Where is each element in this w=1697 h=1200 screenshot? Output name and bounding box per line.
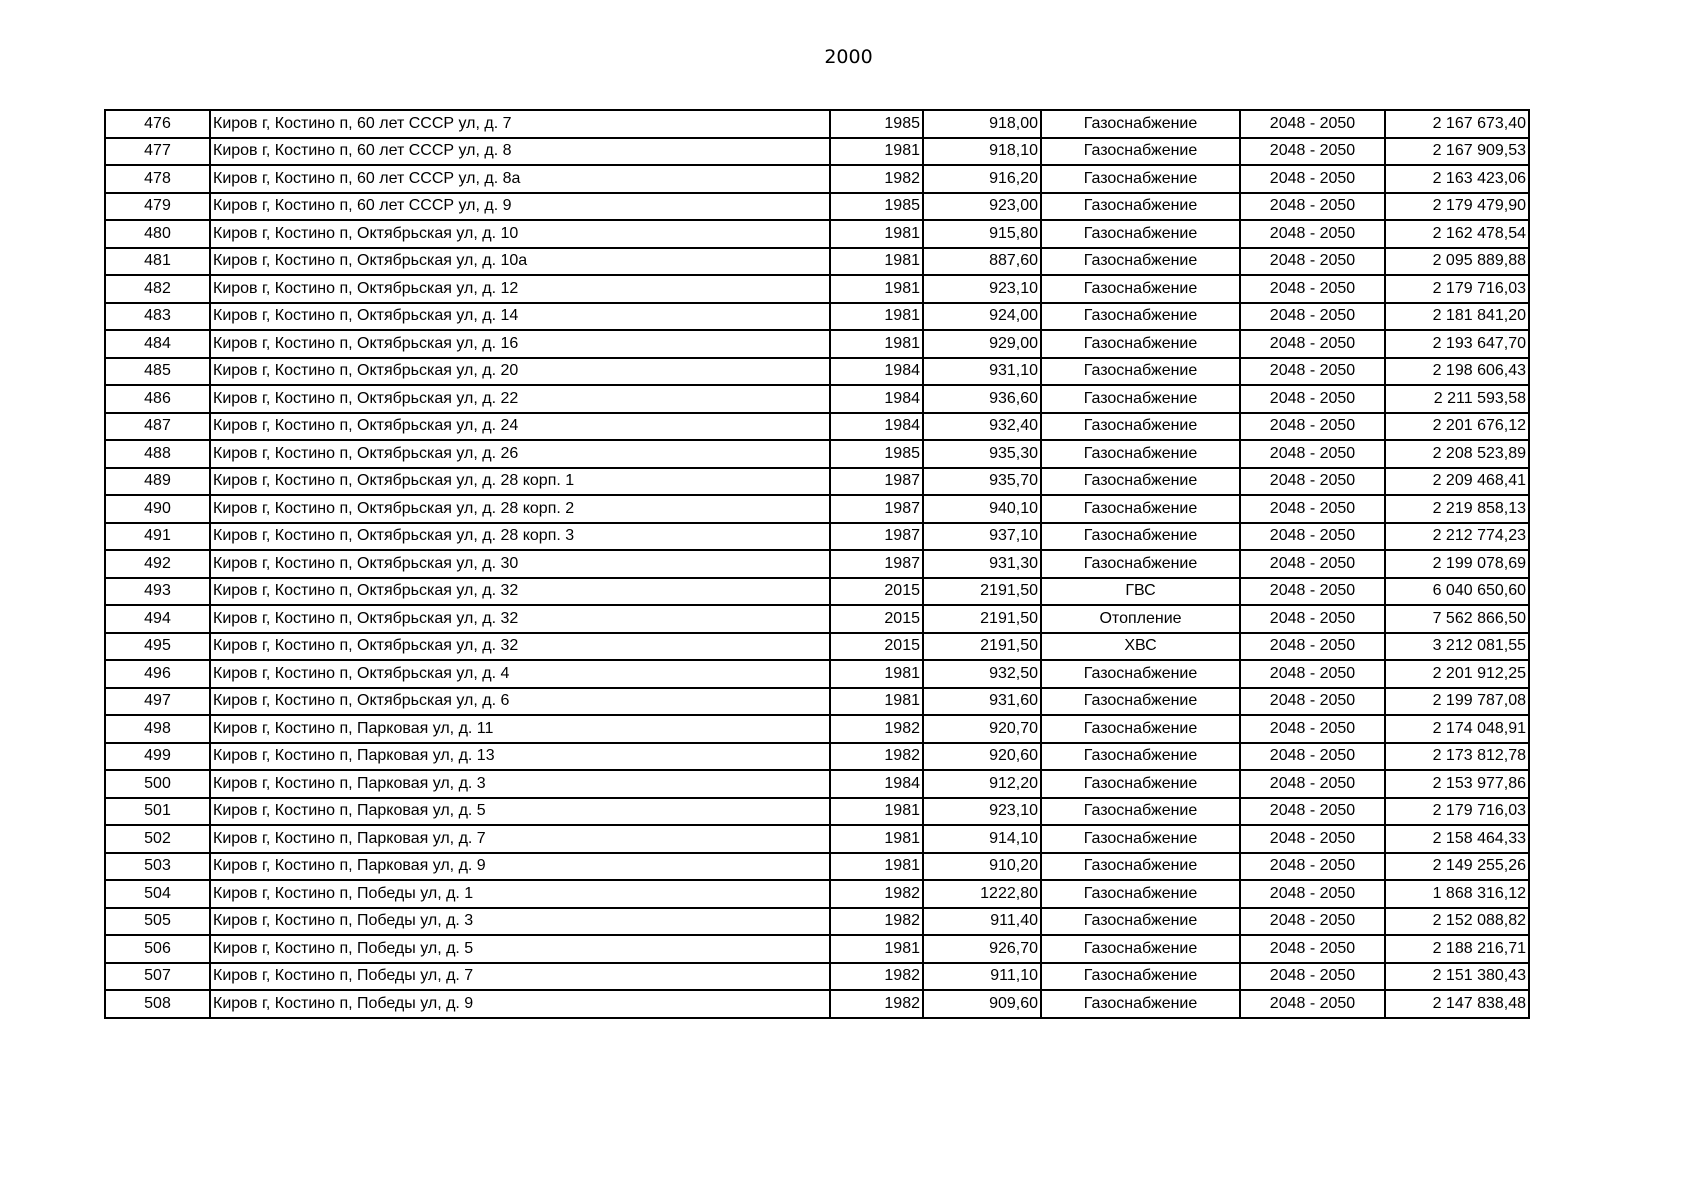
year-cell: 1985 xyxy=(830,440,923,468)
period-cell: 2048 - 2050 xyxy=(1240,440,1385,468)
work-type-cell: Газоснабжение xyxy=(1041,688,1240,716)
registry-table xyxy=(104,109,1530,1019)
period-cell: 2048 - 2050 xyxy=(1240,413,1385,441)
row-number: 495 xyxy=(105,633,210,661)
row-number: 503 xyxy=(105,853,210,881)
cost-cell: 7 562 866,50 xyxy=(1385,605,1529,633)
cost-cell: 2 181 841,20 xyxy=(1385,303,1529,331)
work-type-cell: Газоснабжение xyxy=(1041,440,1240,468)
work-type-cell: Газоснабжение xyxy=(1041,220,1240,248)
period-cell: 2048 - 2050 xyxy=(1240,110,1385,138)
work-type-cell: ХВС xyxy=(1041,633,1240,661)
table-row xyxy=(105,468,1529,496)
row-number: 477 xyxy=(105,138,210,166)
cost-cell: 2 199 787,08 xyxy=(1385,688,1529,716)
cost-cell: 2 158 464,33 xyxy=(1385,825,1529,853)
table-row xyxy=(105,770,1529,798)
table-row xyxy=(105,303,1529,331)
work-type-cell: Газоснабжение xyxy=(1041,853,1240,881)
address-cell: Киров г, Костино п, Октябрьская ул, д. 10 xyxy=(210,220,830,248)
address-cell: Киров г, Костино п, 60 лет СССР ул, д. 8а xyxy=(210,165,830,193)
row-number: 486 xyxy=(105,385,210,413)
area-cell: 923,10 xyxy=(923,275,1041,303)
work-type-cell: Газоснабжение xyxy=(1041,193,1240,221)
address-cell: Киров г, Костино п, Октябрьская ул, д. 4 xyxy=(210,660,830,688)
area-cell: 932,40 xyxy=(923,413,1041,441)
cost-cell: 2 179 716,03 xyxy=(1385,275,1529,303)
period-cell: 2048 - 2050 xyxy=(1240,715,1385,743)
row-number: 507 xyxy=(105,963,210,991)
cost-cell: 2 208 523,89 xyxy=(1385,440,1529,468)
table-body xyxy=(105,110,1529,1018)
table-row xyxy=(105,358,1529,386)
area-cell: 2191,50 xyxy=(923,578,1041,606)
table-row xyxy=(105,743,1529,771)
period-cell: 2048 - 2050 xyxy=(1240,165,1385,193)
cost-cell: 2 201 676,12 xyxy=(1385,413,1529,441)
period-cell: 2048 - 2050 xyxy=(1240,275,1385,303)
year-cell: 1984 xyxy=(830,385,923,413)
period-cell: 2048 - 2050 xyxy=(1240,990,1385,1018)
address-cell: Киров г, Костино п, 60 лет СССР ул, д. 9 xyxy=(210,193,830,221)
address-cell: Киров г, Костино п, Победы ул, д. 7 xyxy=(210,963,830,991)
year-cell: 1981 xyxy=(830,688,923,716)
table-row xyxy=(105,220,1529,248)
row-number: 483 xyxy=(105,303,210,331)
area-cell: 929,00 xyxy=(923,330,1041,358)
work-type-cell: Газоснабжение xyxy=(1041,880,1240,908)
row-number: 500 xyxy=(105,770,210,798)
area-cell: 931,10 xyxy=(923,358,1041,386)
period-cell: 2048 - 2050 xyxy=(1240,220,1385,248)
year-cell: 1987 xyxy=(830,495,923,523)
page-number: 2000 xyxy=(824,46,873,68)
cost-cell: 2 163 423,06 xyxy=(1385,165,1529,193)
area-cell: 937,10 xyxy=(923,523,1041,551)
area-cell: 935,30 xyxy=(923,440,1041,468)
year-cell: 1982 xyxy=(830,715,923,743)
work-type-cell: Газоснабжение xyxy=(1041,275,1240,303)
row-number: 506 xyxy=(105,935,210,963)
address-cell: Киров г, Костино п, Октябрьская ул, д. 28 корп. 3 xyxy=(210,523,830,551)
address-cell: Киров г, Костино п, Октябрьская ул, д. 26 xyxy=(210,440,830,468)
address-cell: Киров г, Костино п, Парковая ул, д. 7 xyxy=(210,825,830,853)
period-cell: 2048 - 2050 xyxy=(1240,633,1385,661)
period-cell: 2048 - 2050 xyxy=(1240,495,1385,523)
address-cell: Киров г, Костино п, Парковая ул, д. 3 xyxy=(210,770,830,798)
address-cell: Киров г, Костино п, Октябрьская ул, д. 32 xyxy=(210,578,830,606)
table-row xyxy=(105,963,1529,991)
row-number: 494 xyxy=(105,605,210,633)
address-cell: Киров г, Костино п, Парковая ул, д. 11 xyxy=(210,715,830,743)
row-number: 505 xyxy=(105,908,210,936)
period-cell: 2048 - 2050 xyxy=(1240,303,1385,331)
cost-cell: 2 188 216,71 xyxy=(1385,935,1529,963)
row-number: 482 xyxy=(105,275,210,303)
year-cell: 1981 xyxy=(830,330,923,358)
row-number: 478 xyxy=(105,165,210,193)
table-row xyxy=(105,825,1529,853)
year-cell: 1982 xyxy=(830,990,923,1018)
work-type-cell: Отопление xyxy=(1041,605,1240,633)
period-cell: 2048 - 2050 xyxy=(1240,358,1385,386)
cost-cell: 2 167 909,53 xyxy=(1385,138,1529,166)
period-cell: 2048 - 2050 xyxy=(1240,935,1385,963)
cost-cell: 2 209 468,41 xyxy=(1385,468,1529,496)
table-row xyxy=(105,413,1529,441)
year-cell: 1984 xyxy=(830,358,923,386)
area-cell: 2191,50 xyxy=(923,605,1041,633)
year-cell: 1981 xyxy=(830,798,923,826)
area-cell: 911,10 xyxy=(923,963,1041,991)
period-cell: 2048 - 2050 xyxy=(1240,330,1385,358)
address-cell: Киров г, Костино п, Победы ул, д. 1 xyxy=(210,880,830,908)
cost-cell: 2 152 088,82 xyxy=(1385,908,1529,936)
row-number: 484 xyxy=(105,330,210,358)
address-cell: Киров г, Костино п, Октябрьская ул, д. 28 корп. 2 xyxy=(210,495,830,523)
area-cell: 887,60 xyxy=(923,248,1041,276)
address-cell: Киров г, Костино п, Октябрьская ул, д. 28 корп. 1 xyxy=(210,468,830,496)
work-type-cell: Газоснабжение xyxy=(1041,165,1240,193)
table-row xyxy=(105,550,1529,578)
table-row xyxy=(105,853,1529,881)
year-cell: 1987 xyxy=(830,468,923,496)
year-cell: 1987 xyxy=(830,523,923,551)
work-type-cell: Газоснабжение xyxy=(1041,660,1240,688)
year-cell: 1984 xyxy=(830,413,923,441)
table-row xyxy=(105,165,1529,193)
area-cell: 911,40 xyxy=(923,908,1041,936)
row-number: 490 xyxy=(105,495,210,523)
table-row xyxy=(105,193,1529,221)
work-type-cell: Газоснабжение xyxy=(1041,825,1240,853)
row-number: 498 xyxy=(105,715,210,743)
cost-cell: 2 147 838,48 xyxy=(1385,990,1529,1018)
area-cell: 910,20 xyxy=(923,853,1041,881)
year-cell: 1982 xyxy=(830,880,923,908)
period-cell: 2048 - 2050 xyxy=(1240,578,1385,606)
cost-cell: 2 173 812,78 xyxy=(1385,743,1529,771)
cost-cell: 6 040 650,60 xyxy=(1385,578,1529,606)
work-type-cell: Газоснабжение xyxy=(1041,963,1240,991)
table-row xyxy=(105,578,1529,606)
address-cell: Киров г, Костино п, Парковая ул, д. 9 xyxy=(210,853,830,881)
cost-cell: 2 167 673,40 xyxy=(1385,110,1529,138)
period-cell: 2048 - 2050 xyxy=(1240,908,1385,936)
row-number: 488 xyxy=(105,440,210,468)
table-row xyxy=(105,275,1529,303)
cost-cell: 2 199 078,69 xyxy=(1385,550,1529,578)
work-type-cell: Газоснабжение xyxy=(1041,990,1240,1018)
work-type-cell: Газоснабжение xyxy=(1041,110,1240,138)
area-cell: 935,70 xyxy=(923,468,1041,496)
cost-cell: 1 868 316,12 xyxy=(1385,880,1529,908)
cost-cell: 2 211 593,58 xyxy=(1385,385,1529,413)
address-cell: Киров г, Костино п, Октябрьская ул, д. 24 xyxy=(210,413,830,441)
cost-cell: 2 198 606,43 xyxy=(1385,358,1529,386)
row-number: 489 xyxy=(105,468,210,496)
row-number: 502 xyxy=(105,825,210,853)
period-cell: 2048 - 2050 xyxy=(1240,770,1385,798)
cost-cell: 2 219 858,13 xyxy=(1385,495,1529,523)
work-type-cell: Газоснабжение xyxy=(1041,138,1240,166)
address-cell: Киров г, Костино п, Октябрьская ул, д. 30 xyxy=(210,550,830,578)
year-cell: 1982 xyxy=(830,165,923,193)
row-number: 487 xyxy=(105,413,210,441)
period-cell: 2048 - 2050 xyxy=(1240,193,1385,221)
row-number: 480 xyxy=(105,220,210,248)
address-cell: Киров г, Костино п, Октябрьская ул, д. 6 xyxy=(210,688,830,716)
table-row xyxy=(105,440,1529,468)
address-cell: Киров г, Костино п, 60 лет СССР ул, д. 8 xyxy=(210,138,830,166)
row-number: 497 xyxy=(105,688,210,716)
year-cell: 1982 xyxy=(830,908,923,936)
cost-cell: 2 149 255,26 xyxy=(1385,853,1529,881)
area-cell: 915,80 xyxy=(923,220,1041,248)
address-cell: Киров г, Костино п, Октябрьская ул, д. 32 xyxy=(210,605,830,633)
year-cell: 1981 xyxy=(830,853,923,881)
row-number: 493 xyxy=(105,578,210,606)
area-cell: 931,60 xyxy=(923,688,1041,716)
table-row xyxy=(105,798,1529,826)
year-cell: 2015 xyxy=(830,605,923,633)
work-type-cell: Газоснабжение xyxy=(1041,715,1240,743)
period-cell: 2048 - 2050 xyxy=(1240,605,1385,633)
period-cell: 2048 - 2050 xyxy=(1240,880,1385,908)
work-type-cell: Газоснабжение xyxy=(1041,303,1240,331)
area-cell: 920,60 xyxy=(923,743,1041,771)
table-row xyxy=(105,880,1529,908)
year-cell: 2015 xyxy=(830,633,923,661)
work-type-cell: Газоснабжение xyxy=(1041,743,1240,771)
work-type-cell: Газоснабжение xyxy=(1041,495,1240,523)
period-cell: 2048 - 2050 xyxy=(1240,385,1385,413)
period-cell: 2048 - 2050 xyxy=(1240,963,1385,991)
row-number: 496 xyxy=(105,660,210,688)
year-cell: 1981 xyxy=(830,660,923,688)
table-row xyxy=(105,660,1529,688)
table-row xyxy=(105,908,1529,936)
area-cell: 936,60 xyxy=(923,385,1041,413)
address-cell: Киров г, Костино п, Победы ул, д. 3 xyxy=(210,908,830,936)
period-cell: 2048 - 2050 xyxy=(1240,248,1385,276)
year-cell: 1984 xyxy=(830,770,923,798)
year-cell: 1981 xyxy=(830,825,923,853)
year-cell: 1981 xyxy=(830,275,923,303)
cost-cell: 2 174 048,91 xyxy=(1385,715,1529,743)
work-type-cell: Газоснабжение xyxy=(1041,908,1240,936)
work-type-cell: Газоснабжение xyxy=(1041,523,1240,551)
table-row xyxy=(105,110,1529,138)
period-cell: 2048 - 2050 xyxy=(1240,825,1385,853)
area-cell: 931,30 xyxy=(923,550,1041,578)
address-cell: Киров г, Костино п, Октябрьская ул, д. 22 xyxy=(210,385,830,413)
cost-cell: 2 179 479,90 xyxy=(1385,193,1529,221)
row-number: 499 xyxy=(105,743,210,771)
address-cell: Киров г, Костино п, Победы ул, д. 5 xyxy=(210,935,830,963)
address-cell: Киров г, Костино п, Октябрьская ул, д. 20 xyxy=(210,358,830,386)
area-cell: 912,20 xyxy=(923,770,1041,798)
table-row xyxy=(105,523,1529,551)
address-cell: Киров г, Костино п, Октябрьская ул, д. 32 xyxy=(210,633,830,661)
address-cell: Киров г, Костино п, Октябрьская ул, д. 12 xyxy=(210,275,830,303)
work-type-cell: Газоснабжение xyxy=(1041,770,1240,798)
area-cell: 924,00 xyxy=(923,303,1041,331)
area-cell: 2191,50 xyxy=(923,633,1041,661)
table-row xyxy=(105,330,1529,358)
area-cell: 916,20 xyxy=(923,165,1041,193)
cost-cell: 2 095 889,88 xyxy=(1385,248,1529,276)
address-cell: Киров г, Костино п, Октябрьская ул, д. 16 xyxy=(210,330,830,358)
row-number: 504 xyxy=(105,880,210,908)
period-cell: 2048 - 2050 xyxy=(1240,550,1385,578)
table-row xyxy=(105,605,1529,633)
row-number: 481 xyxy=(105,248,210,276)
cost-cell: 3 212 081,55 xyxy=(1385,633,1529,661)
row-number: 508 xyxy=(105,990,210,1018)
row-number: 501 xyxy=(105,798,210,826)
address-cell: Киров г, Костино п, Парковая ул, д. 5 xyxy=(210,798,830,826)
period-cell: 2048 - 2050 xyxy=(1240,743,1385,771)
work-type-cell: Газоснабжение xyxy=(1041,358,1240,386)
work-type-cell: Газоснабжение xyxy=(1041,550,1240,578)
year-cell: 1981 xyxy=(830,220,923,248)
table-row xyxy=(105,935,1529,963)
area-cell: 1222,80 xyxy=(923,880,1041,908)
work-type-cell: Газоснабжение xyxy=(1041,385,1240,413)
area-cell: 926,70 xyxy=(923,935,1041,963)
work-type-cell: Газоснабжение xyxy=(1041,248,1240,276)
period-cell: 2048 - 2050 xyxy=(1240,688,1385,716)
address-cell: Киров г, Костино п, Октябрьская ул, д. 10а xyxy=(210,248,830,276)
year-cell: 1981 xyxy=(830,303,923,331)
table-row xyxy=(105,633,1529,661)
area-cell: 940,10 xyxy=(923,495,1041,523)
cost-cell: 2 151 380,43 xyxy=(1385,963,1529,991)
cost-cell: 2 179 716,03 xyxy=(1385,798,1529,826)
work-type-cell: Газоснабжение xyxy=(1041,935,1240,963)
table-row xyxy=(105,688,1529,716)
cost-cell: 2 162 478,54 xyxy=(1385,220,1529,248)
year-cell: 1981 xyxy=(830,935,923,963)
work-type-cell: Газоснабжение xyxy=(1041,413,1240,441)
row-number: 492 xyxy=(105,550,210,578)
row-number: 479 xyxy=(105,193,210,221)
cost-cell: 2 212 774,23 xyxy=(1385,523,1529,551)
address-cell: Киров г, Костино п, Октябрьская ул, д. 14 xyxy=(210,303,830,331)
row-number: 476 xyxy=(105,110,210,138)
work-type-cell: Газоснабжение xyxy=(1041,468,1240,496)
year-cell: 1981 xyxy=(830,248,923,276)
year-cell: 1985 xyxy=(830,193,923,221)
cost-cell: 2 193 647,70 xyxy=(1385,330,1529,358)
work-type-cell: ГВС xyxy=(1041,578,1240,606)
work-type-cell: Газоснабжение xyxy=(1041,798,1240,826)
area-cell: 914,10 xyxy=(923,825,1041,853)
address-cell: Киров г, Костино п, Победы ул, д. 9 xyxy=(210,990,830,1018)
address-cell: Киров г, Костино п, 60 лет СССР ул, д. 7 xyxy=(210,110,830,138)
area-cell: 918,10 xyxy=(923,138,1041,166)
period-cell: 2048 - 2050 xyxy=(1240,798,1385,826)
year-cell: 1987 xyxy=(830,550,923,578)
period-cell: 2048 - 2050 xyxy=(1240,468,1385,496)
year-cell: 1982 xyxy=(830,743,923,771)
cost-cell: 2 201 912,25 xyxy=(1385,660,1529,688)
area-cell: 909,60 xyxy=(923,990,1041,1018)
area-cell: 920,70 xyxy=(923,715,1041,743)
year-cell: 1985 xyxy=(830,110,923,138)
period-cell: 2048 - 2050 xyxy=(1240,138,1385,166)
area-cell: 923,00 xyxy=(923,193,1041,221)
address-cell: Киров г, Костино п, Парковая ул, д. 13 xyxy=(210,743,830,771)
area-cell: 923,10 xyxy=(923,798,1041,826)
cost-cell: 2 153 977,86 xyxy=(1385,770,1529,798)
area-cell: 918,00 xyxy=(923,110,1041,138)
period-cell: 2048 - 2050 xyxy=(1240,853,1385,881)
work-type-cell: Газоснабжение xyxy=(1041,330,1240,358)
table-row xyxy=(105,990,1529,1018)
area-cell: 932,50 xyxy=(923,660,1041,688)
period-cell: 2048 - 2050 xyxy=(1240,660,1385,688)
row-number: 491 xyxy=(105,523,210,551)
period-cell: 2048 - 2050 xyxy=(1240,523,1385,551)
table-row xyxy=(105,495,1529,523)
table-row xyxy=(105,385,1529,413)
year-cell: 1982 xyxy=(830,963,923,991)
year-cell: 2015 xyxy=(830,578,923,606)
table-row xyxy=(105,715,1529,743)
row-number: 485 xyxy=(105,358,210,386)
table-row xyxy=(105,248,1529,276)
year-cell: 1981 xyxy=(830,138,923,166)
table-row xyxy=(105,138,1529,166)
